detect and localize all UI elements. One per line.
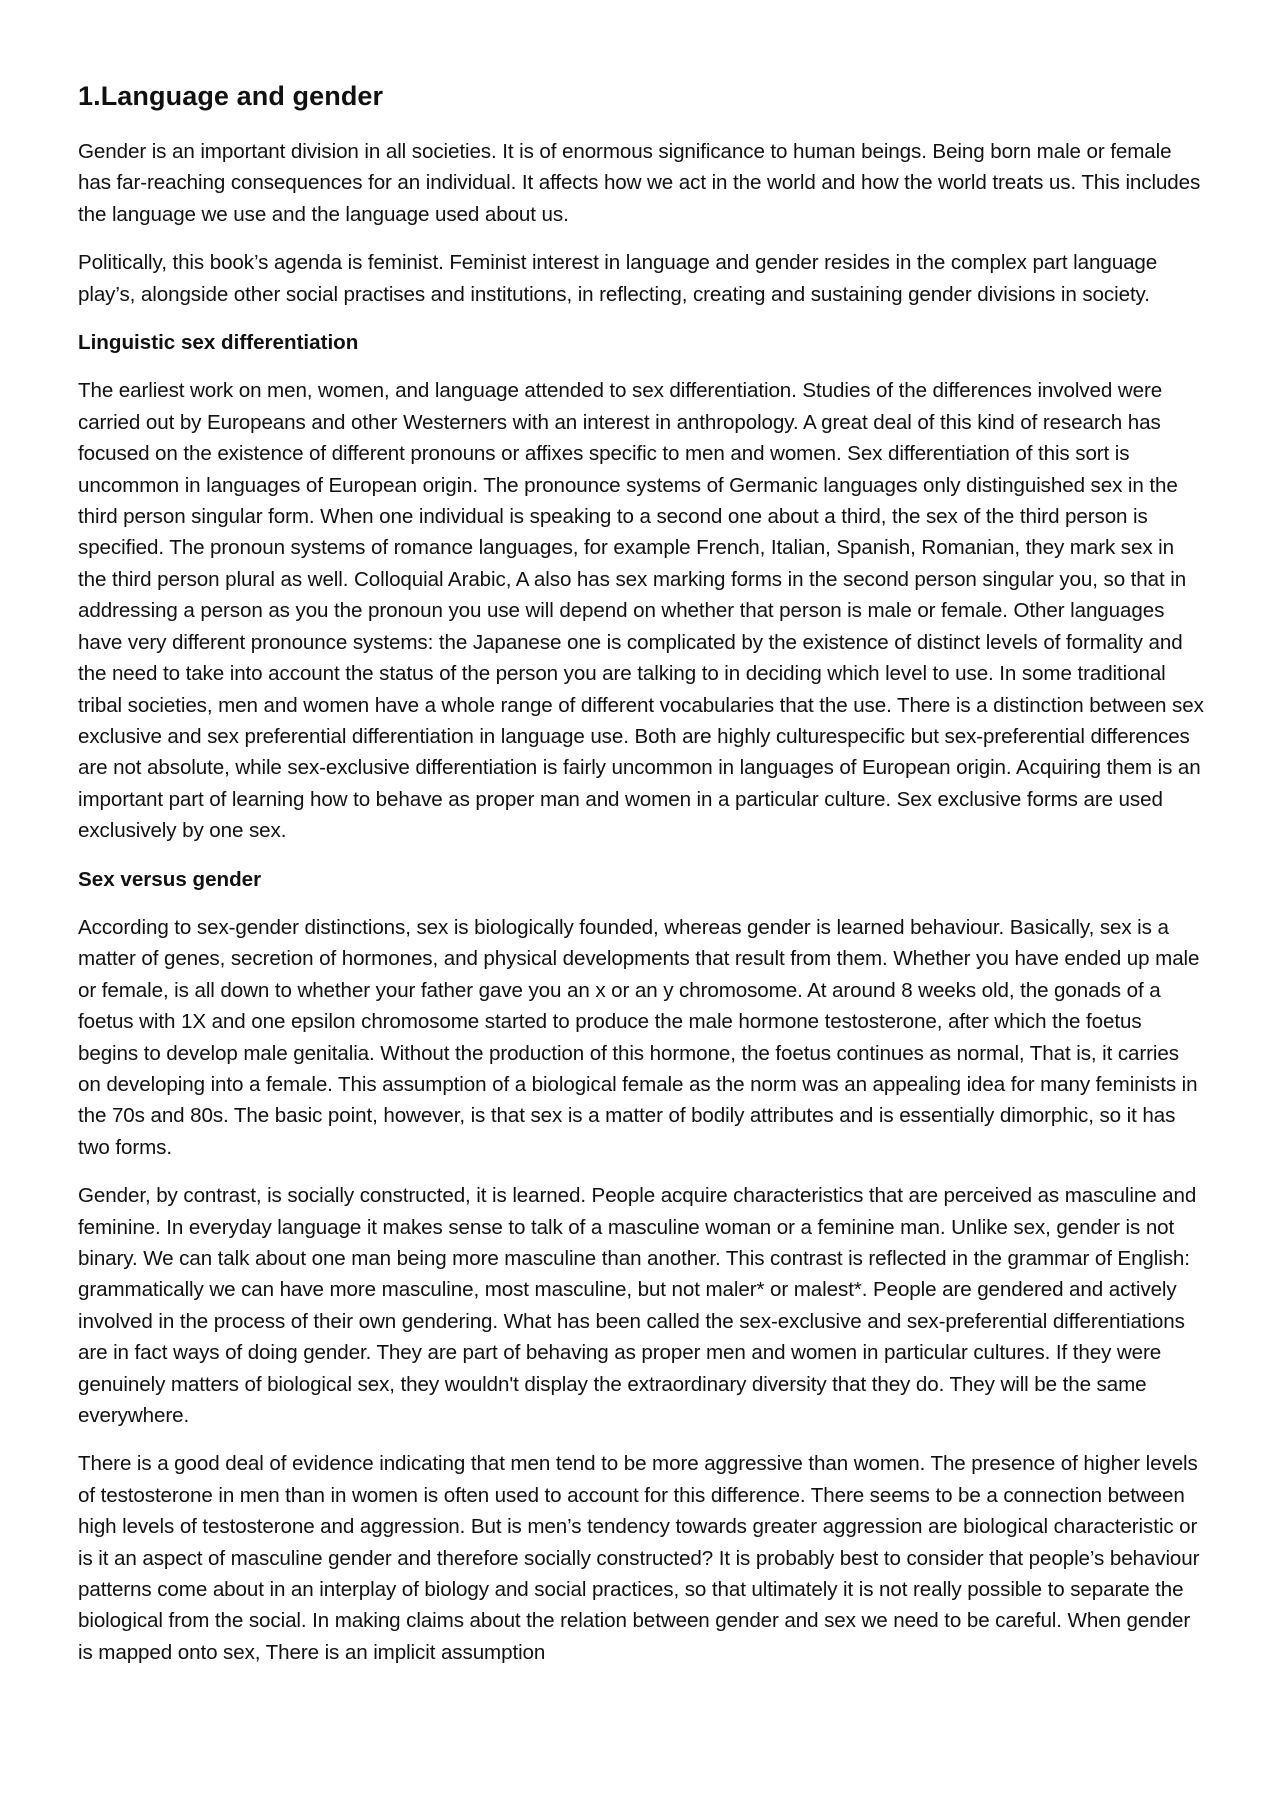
body-paragraph: Gender, by contrast, is socially constructed, it is learned. People acquire characteristics that are perceived as masculine and feminine. In everyday language it makes sense to talk of a masculine woman or a feminine man. Unlike sex, gender is not binary. We can talk about one man being more masculine than another. This contrast is reflected in the grammar of English: grammatically we can have more masculine, most masculine, but not maler* or malest*. People are gendered and actively involved in the process of their own gendering. What has been called the sex-exclusive and sex-preferential differentiations are in fact ways of doing gender. They are part of behaving as proper men and women in particular cultures. If they were genuinely matters of biological sex, they wouldn't display the extraordinary diversity that they do. They will be the same everywhere.	[78, 1184, 1197, 1428]
body-paragraph: According to sex-gender distinctions, sex is biologically founded, whereas gender is learned behaviour. Basically, sex is a matter of genes, secretion of hormones, and physical developments that result from them. Whether you have ended up male or female, is all down to whether your father gave you an x or an y chromosome. At around 8 weeks old, the gonads of a foetus with 1X and one epsilon chromosome started to produce the male hormone testosterone, after which the foetus begins to develop male genitalia. Without the production of this hormone, the foetus continues as normal, That is, it carries on developing into a female. This assumption of a biological female as the norm was an appealing idea for many feminists in the 70s and 80s. The basic point, however, is that sex is a matter of bodily attributes and is essentially dimorphic, so it has two forms.	[78, 915, 1200, 1159]
section-heading-linguistic-sex-differentiation: Linguistic sex differentiation	[78, 331, 359, 355]
intro-paragraph: Politically, this book’s agenda is feminist. Feminist interest in language and gender resides in the complex part language play’s, alongside other social practises and institutions, in reflecting, creating and sustaining gender divisions in society.	[78, 251, 1158, 306]
body-paragraph: The earliest work on men, women, and language attended to sex differentiation. Studies of the differences involved were carried out by Europeans and other Westerners with an interest in anthropology. A great deal of this kind of research has focused on the existence of different pronouns or affixes specific to men and women. Sex differentiation of this sort is uncommon in languages of European origin. The pronounce systems of Germanic languages only distinguished sex in the third person singular form. When one individual is speaking to a second one about a third, the sex of the third person is specified. The pronoun systems of romance languages, for example French, Italian, Spanish, Romanian, they mark sex in the third person plural as well. Colloquial Arabic, A also has sex marking forms in the second person singular you, so that in addressing a person as you the pronoun you use will depend on whether that person is male or female. Other languages have very different pronounce systems: the Japanese one is complicated by the existence of distinct levels of formality and the need to take into account the status of the person you are talking to in deciding which level to use. In some traditional tribal societies, men and women have a whole range of different vocabularies that the use. There is a distinction between sex exclusive and sex preferential differentiation in language use. Both are highly culturespecific but sex-preferential differences are not absolute, while sex-exclusive differentiation is fairly uncommon in languages of European origin. Acquiring them is an important part of learning how to behave as proper man and women in a particular culture. Sex exclusive forms are used exclusively by one sex.	[78, 379, 1204, 843]
document-title: 1.Language and gender	[78, 81, 384, 111]
section-heading-sex-versus-gender: Sex versus gender	[78, 867, 262, 891]
intro-paragraph: Gender is an important division in all societies. It is of enormous significance to human beings. Being born male or female has far-reaching consequences for an individual. It affects how we act in the world and how the world treats us. This includes the language we use and the language used about us.	[78, 140, 1201, 226]
body-paragraph: There is a good deal of evidence indicating that men tend to be more aggressive than women. The presence of higher levels of testosterone in men than in women is often used to account for this difference. There seems to be a connection between high levels of testosterone and aggression. But is men’s tendency towards greater aggression are biological characteristic or is it an aspect of masculine gender and therefore socially constructed? It is probably best to consider that people’s behaviour patterns come about in an interplay of biology and social practices, so that ultimately it is not really possible to separate the biological from the social. In making claims about the relation between gender and sex we need to be careful. When gender is mapped onto sex, There is an implicit assumption	[78, 1452, 1200, 1664]
